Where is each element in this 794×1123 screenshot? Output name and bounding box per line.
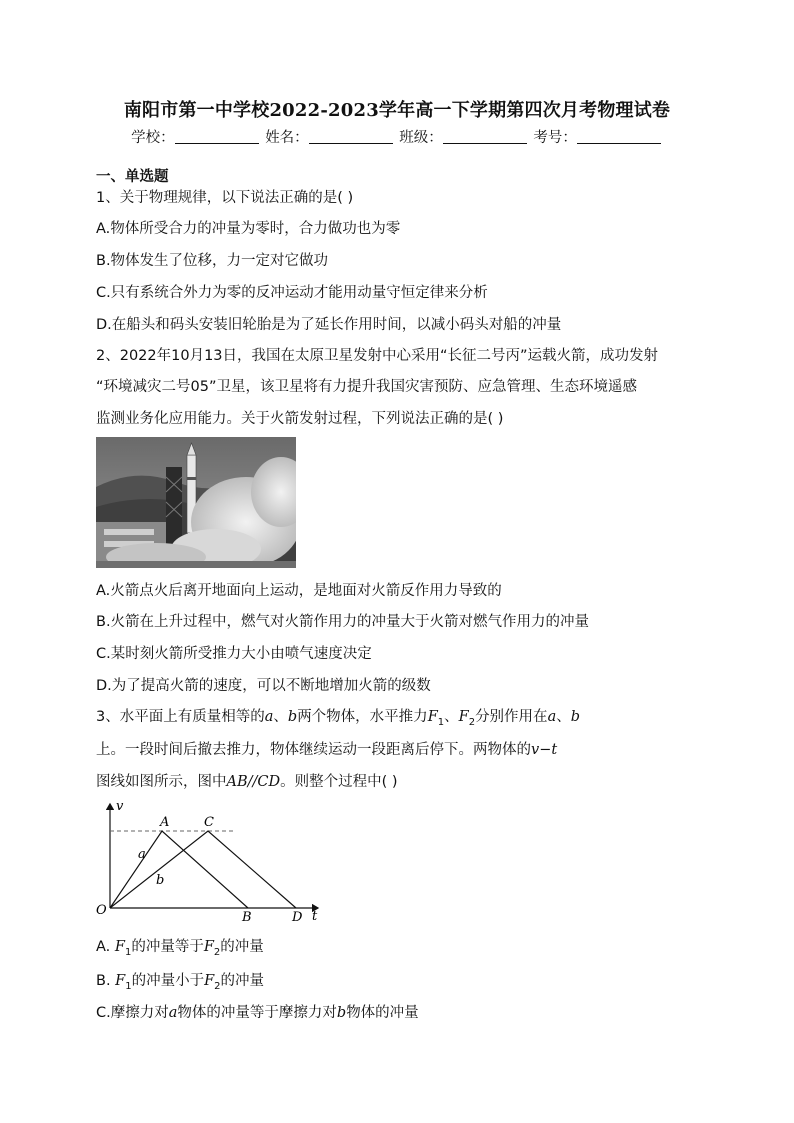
school-label: 学校： — [131, 130, 175, 146]
q3-option-b: B. $F_1$的冲量小于$F_2$的冲量 — [96, 973, 265, 992]
point-c-label: C — [204, 815, 214, 830]
q2-stem-line2: “环境减灾二号05”卫星，该卫星将有力提升我国灾害预防、应急管理、生态环境遥感 — [96, 379, 637, 395]
point-d-label: D — [292, 910, 303, 924]
ab-parallel-cd: AB//CD — [226, 774, 281, 790]
q2-option-d: D.为了提高火箭的速度，可以不断地增加火箭的级数 — [96, 678, 431, 694]
line-b — [110, 831, 296, 908]
line-b-label: b — [156, 873, 165, 888]
q3-stem-line3: 图线如图所示，图中AB//CD。则整个过程中( ) — [96, 774, 398, 790]
rocket-launch-image — [96, 437, 296, 568]
school-blank[interactable] — [175, 129, 259, 144]
q1-option-d: D.在船头和码头安装旧轮胎是为了延长作用时间，以减小码头对船的冲量 — [96, 317, 562, 333]
vt-graph — [96, 800, 328, 924]
q3-stem-line1: 3、水平面上有质量相等的a、b两个物体，水平推力$F_1$、$F_2$分别作用在a、b — [96, 709, 581, 728]
exam-no-label: 考号： — [533, 130, 577, 146]
name-blank[interactable] — [309, 129, 393, 144]
point-a-label: A — [160, 815, 170, 830]
q2-option-b: B.火箭在上升过程中，燃气对火箭作用力的冲量大于火箭对燃气作用力的冲量 — [96, 614, 590, 630]
line-a-label: a — [138, 847, 146, 862]
q3-option-a: A. $F_1$的冲量等于$F_2$的冲量 — [96, 939, 264, 958]
point-b-label: B — [242, 910, 252, 924]
section-heading: 一、单选题 — [96, 169, 169, 185]
page-title: 南阳市第一中学校2022-2023学年高一下学期第四次月考物理试卷 — [123, 100, 671, 121]
student-info-row — [0, 126, 794, 147]
class-blank[interactable] — [443, 129, 527, 144]
exam-no-blank[interactable] — [577, 129, 661, 144]
q1-option-a: A.物体所受合力的冲量为零时，合力做功也为零 — [96, 221, 401, 237]
class-label: 班级： — [399, 130, 443, 146]
q2-stem-line1: 2、2022年10月13日，我国在太原卫星发射中心采用“长征二号丙”运载火箭，成功发射 — [96, 348, 659, 364]
q2-option-a: A.火箭点火后离开地面向上运动，是地面对火箭反作用力导致的 — [96, 583, 502, 599]
vt-graph-svg — [96, 800, 328, 924]
q1-option-c: C.只有系统合外力为零的反冲运动才能用动量守恒定律来分析 — [96, 285, 488, 301]
q1-option-b: B.物体发生了位移，力一定对它做功 — [96, 253, 329, 269]
var-b: b — [287, 709, 298, 725]
name-label: 姓名： — [265, 130, 309, 146]
axis-t-label: t — [312, 909, 318, 924]
q1-stem: 1、关于物理规律，以下说法正确的是( ) — [96, 190, 354, 206]
rocket-launch-photo — [96, 437, 296, 568]
q3-stem-line2: 上。一段时间后撤去推力，物体继续运动一段距离后停下。两物体的v−t — [96, 742, 558, 758]
vt-label: v−t — [531, 742, 558, 758]
line-a — [110, 831, 248, 908]
axis-v-label: v — [116, 800, 124, 814]
var-a: a — [264, 709, 274, 725]
origin-label: O — [96, 903, 107, 918]
q2-option-c: C.某时刻火箭所受推力大小由喷气速度决定 — [96, 646, 372, 662]
q2-stem-line3: 监测业务化应用能力。关于火箭发射过程，下列说法正确的是( ) — [96, 411, 504, 427]
q3-option-c: C.摩擦力对a物体的冲量等于摩擦力对b物体的冲量 — [96, 1005, 419, 1021]
